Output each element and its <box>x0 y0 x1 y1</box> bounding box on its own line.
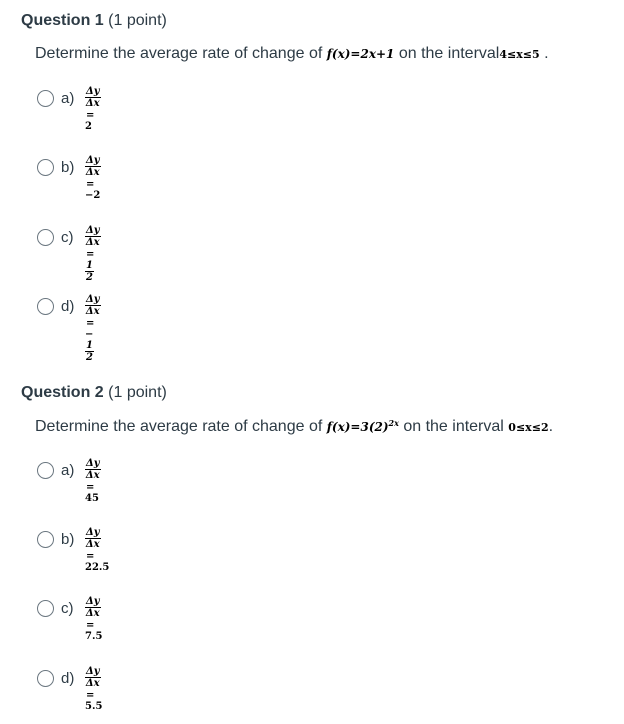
q2-option-d-letter: d) <box>61 670 75 687</box>
q2-option-c-num: Δy <box>86 596 100 607</box>
q1-option-b-equation: $\frac{\Delta y}{\Delta x}$ =−2 <box>85 155 101 201</box>
q2-option-d-equation: $\frac{\Delta y}{\Delta x}$ =5.5 <box>85 666 103 712</box>
question-2-label: Question 2 <box>21 384 104 401</box>
q1-option-d-equation: $\frac{\Delta y}{\Delta x}$ =− $\frac{1}{2}$ <box>85 294 100 363</box>
q2-option-b-equation: $\frac{\Delta y}{\Delta x}$ =22.5 <box>85 527 110 573</box>
q1-option-a-letter: a) <box>61 90 75 107</box>
q2-option-c-value: 7.5 <box>85 631 103 642</box>
q1-option-d-sign: − <box>85 329 94 340</box>
q2-option-a-letter: a) <box>61 462 75 479</box>
question-2-function-exponent: 2x <box>388 418 399 428</box>
q2-option-b-value: 22.5 <box>85 562 110 573</box>
q1-option-b-letter: b) <box>61 159 75 176</box>
question-2-title <box>21 384 167 402</box>
q2-option-c-letter: c) <box>61 600 74 617</box>
q2-option-a-den: Δx <box>85 470 100 481</box>
q1-option-d-value-den: 2 <box>86 352 93 363</box>
q1-option-a-den: Δx <box>85 98 100 109</box>
q1-option-a-num: Δy <box>86 86 100 97</box>
question-2-interval-text: on the interval <box>403 418 504 435</box>
question-2-points: (1 point) <box>108 384 167 401</box>
q1-option-b-num: Δy <box>86 155 100 166</box>
q1-option-d-value-num: 1 <box>86 340 93 351</box>
question-1-points: (1 point) <box>108 12 167 29</box>
question-1-function: f(x)=2x+1 <box>326 47 395 61</box>
question-2-interval: 0≤x≤2 <box>508 421 549 434</box>
q2-option-c-radio[interactable] <box>37 600 54 617</box>
question-1-interval: 4≤x≤5 <box>499 48 540 61</box>
q1-option-c-den: Δx <box>85 237 100 248</box>
q1-option-d-radio[interactable] <box>37 298 54 315</box>
q2-option-b-radio[interactable] <box>37 531 54 548</box>
question-2-prompt-text: Determine the average rate of change of <box>35 418 323 435</box>
q1-option-b-radio[interactable] <box>37 159 54 176</box>
q2-option-d-radio[interactable] <box>37 670 54 687</box>
q2-option-c-equation: $\frac{\Delta y}{\Delta x}$ =7.5 <box>85 596 103 642</box>
q2-option-b-den: Δx <box>85 539 100 550</box>
q2-option-d-num: Δy <box>86 666 100 677</box>
q2-option-a-radio[interactable] <box>37 462 54 479</box>
q1-option-c-equation: $\frac{\Delta y}{\Delta x}$ = $\frac{1}{2}$ <box>85 225 100 283</box>
q2-option-d-den: Δx <box>85 678 100 689</box>
q2-option-b-num: Δy <box>86 527 100 538</box>
q2-option-d-value: 5.5 <box>85 701 103 712</box>
question-1-title <box>21 12 167 30</box>
q1-option-d-num: Δy <box>86 294 100 305</box>
q1-option-a-value: 2 <box>85 121 92 132</box>
q1-option-c-num: Δy <box>86 225 100 236</box>
q1-option-a-equation: $\frac{\Delta y}{\Delta x}$ =2 <box>85 86 100 132</box>
q1-option-c-radio[interactable] <box>37 229 54 246</box>
q1-option-c-value-den: 2 <box>86 272 93 283</box>
question-2-function-base: f(x)=3(2) <box>326 420 389 434</box>
q1-option-d-den: Δx <box>85 306 100 317</box>
q2-option-c-den: Δx <box>85 608 100 619</box>
question-1-interval-end: . <box>544 45 549 62</box>
q2-option-a-num: Δy <box>86 458 100 469</box>
q1-option-c-letter: c) <box>61 229 74 246</box>
question-2-interval-end: . <box>548 418 554 435</box>
q1-option-b-value: −2 <box>85 190 101 201</box>
question-2-prompt <box>35 418 553 436</box>
q1-option-b-den: Δx <box>85 167 100 178</box>
q2-option-b-letter: b) <box>61 531 75 548</box>
q2-option-a-value: 45 <box>85 493 99 504</box>
question-1-label: Question 1 <box>21 12 104 29</box>
q1-option-a-radio[interactable] <box>37 90 54 107</box>
question-1-prompt <box>35 45 549 63</box>
question-2-function <box>327 420 399 434</box>
q2-option-a-equation: $\frac{\Delta y}{\Delta x}$ =45 <box>85 458 100 504</box>
q1-option-c-value-num: 1 <box>86 260 93 271</box>
question-1-interval-text: on the interval <box>398 45 500 62</box>
question-1-prompt-text: Determine the average rate of change of <box>35 45 323 62</box>
q1-option-d-letter: d) <box>61 298 75 315</box>
